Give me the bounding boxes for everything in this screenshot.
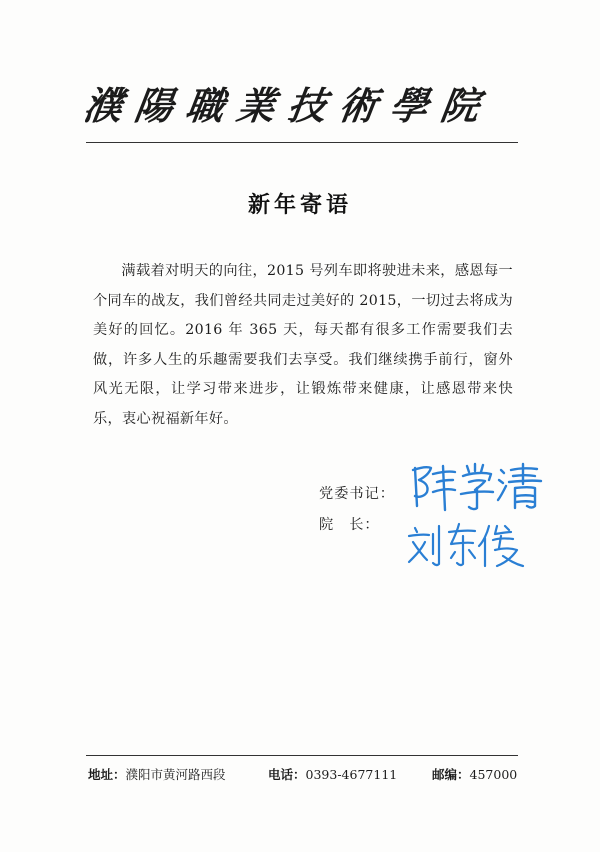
president-signature [405,514,535,574]
postcode-value: 457000 [469,767,518,782]
page-title: 新年寄语 [247,192,352,218]
footer-phone [268,765,397,783]
postcode-label: 邮编： [432,767,470,782]
president-label [319,514,380,534]
president-label-part-b: 长： [349,517,380,533]
institution-name: 濮陽職業技術學院 [80,83,496,128]
footer-divider [86,755,518,756]
phone-value: 0393-4677111 [305,767,398,782]
footer-address [88,765,226,783]
president-label-part-a: 院 [319,517,350,533]
letter-body: 满载着对明天的向往，2015 号列车即将驶进未来，感恩每一个同车的战友，我们曾经共同走过美好的 2015，一切过去将成为美好的回忆。2016 年 365 天，每天都有很多工作需要我们去做，许多人生的乐趣需要我们去享受。我们继续携手前行，窗外风光无限，让学习带来进步，让锻炼带来健康，让感恩带来快乐，衷心祝福新年好。 [93,263,513,427]
secretary-label: 党委书记： [319,486,395,502]
phone-label: 电话： [268,767,306,782]
secretary-signature [405,456,545,516]
address-value: 濮阳市黄河路西段 [125,767,226,782]
letterhead [80,78,524,134]
footer-postcode [432,765,517,783]
header-divider [86,142,518,143]
address-label: 地址： [88,767,126,782]
